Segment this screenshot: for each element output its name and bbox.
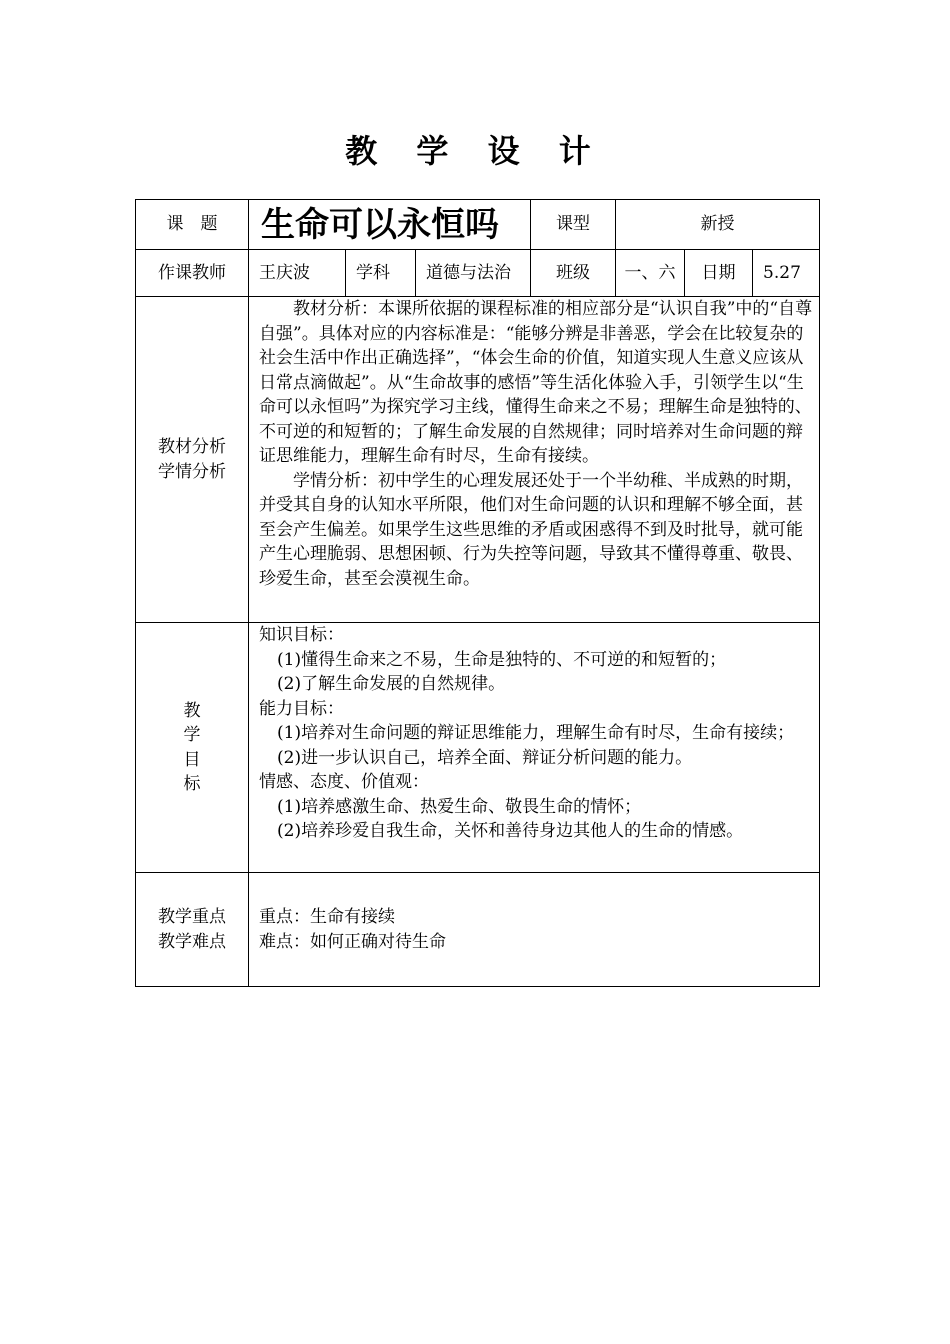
analysis-row <box>136 297 820 623</box>
goals-row <box>136 623 820 873</box>
knowledge-goal-item: (1)懂得生命来之不易，生命是独特的、不可逆的和短暂的； <box>277 649 727 670</box>
student-analysis-paragraph: 学情分析：初中学生的心理发展还处于一个半幼稚、半成熟的时期，并受其自身的认知水平所限，他们对生命问题的认识和理解不够全面，甚至会产生偏差。如果学生这些思维的矛盾或困惑得不到及时批导，就可能产生心理脆弱、思想困顿、行为失控等问题，导致其不懂得尊重、敬畏、珍爱生命，甚至会漠视生命。 <box>259 470 803 589</box>
topic-value: 生命可以永恒吗 <box>249 200 531 250</box>
analysis-label-line1: 教材分析 <box>158 437 226 457</box>
goals-label-char: 学 <box>183 725 201 745</box>
class-label: 班级 <box>531 250 616 297</box>
focus-label <box>136 873 249 987</box>
knowledge-goal-heading: 知识目标： <box>259 625 344 645</box>
difficult-point: 难点：如何正确对待生命 <box>259 931 446 952</box>
type-label: 课型 <box>531 200 616 250</box>
key-point: 重点：生命有接续 <box>259 907 395 927</box>
analysis-label-line2: 学情分析 <box>158 461 226 482</box>
topic-row <box>136 200 820 250</box>
textbook-analysis-paragraph: 教材分析：本课所依据的课程标准的相应部分是“认识自我”中的“自尊自强”。具体对应的内容标准是：“能够分辨是非善恶，学会在比较复杂的社会生活中作出正确选择”，“体会生命的价值，知道实现人生意义应该从日常点滴做起”。从“生命故事的感悟”等生活化体验入手，引领学生以“生命可以永恒吗”为探究学习主线，懂得生命来之不易；理解生命是独特的、不可逆的和短暂的；了解生命发展的自然规律；同时培养对生命问题的辩证思维能力，理解生命有时尽，生命有接续。 <box>259 299 813 466</box>
goals-label-char: 目 <box>183 749 201 770</box>
goals-content <box>249 623 820 873</box>
class-value: 一、六 <box>616 250 685 297</box>
ability-goal-item: (2)进一步认识自己，培养全面、辩证分析问题的能力。 <box>277 747 693 768</box>
document-title: 教 学 设 计 <box>345 132 605 170</box>
goals-label-char: 教 <box>183 700 201 721</box>
teacher-label: 作课教师 <box>136 250 249 297</box>
type-value: 新授 <box>616 200 820 250</box>
emotion-goal-heading: 情感、态度、价值观： <box>259 772 429 792</box>
ability-goal-heading: 能力目标： <box>259 698 344 719</box>
teacher-value: 王庆波 <box>249 250 346 297</box>
goals-label-char: 标 <box>183 774 201 794</box>
date-value: 5.27 <box>753 250 820 297</box>
ability-goal-item: (1)培养对生命问题的辩证思维能力，理解生命有时尽，生命有接续； <box>277 723 795 743</box>
focus-label-line2: 教学难点 <box>158 931 226 952</box>
focus-content <box>249 873 820 987</box>
lesson-plan-table <box>135 199 820 987</box>
analysis-label <box>136 297 249 623</box>
emotion-goal-item: (1)培养感激生命、热爱生命、敬畏生命的情怀； <box>277 796 642 817</box>
subject-value: 道德与法治 <box>416 250 531 297</box>
focus-label-line1: 教学重点 <box>158 907 226 927</box>
knowledge-goal-item: (2)了解生命发展的自然规律。 <box>277 674 506 694</box>
analysis-content <box>249 297 820 623</box>
focus-row <box>136 873 820 987</box>
topic-label: 课 题 <box>136 200 249 250</box>
date-label: 日期 <box>685 250 753 297</box>
subject-label: 学科 <box>346 250 416 297</box>
info-row <box>136 250 820 297</box>
goals-label <box>136 623 249 873</box>
emotion-goal-item: (2)培养珍爱自我生命，关怀和善待身边其他人的生命的情感。 <box>277 821 744 841</box>
